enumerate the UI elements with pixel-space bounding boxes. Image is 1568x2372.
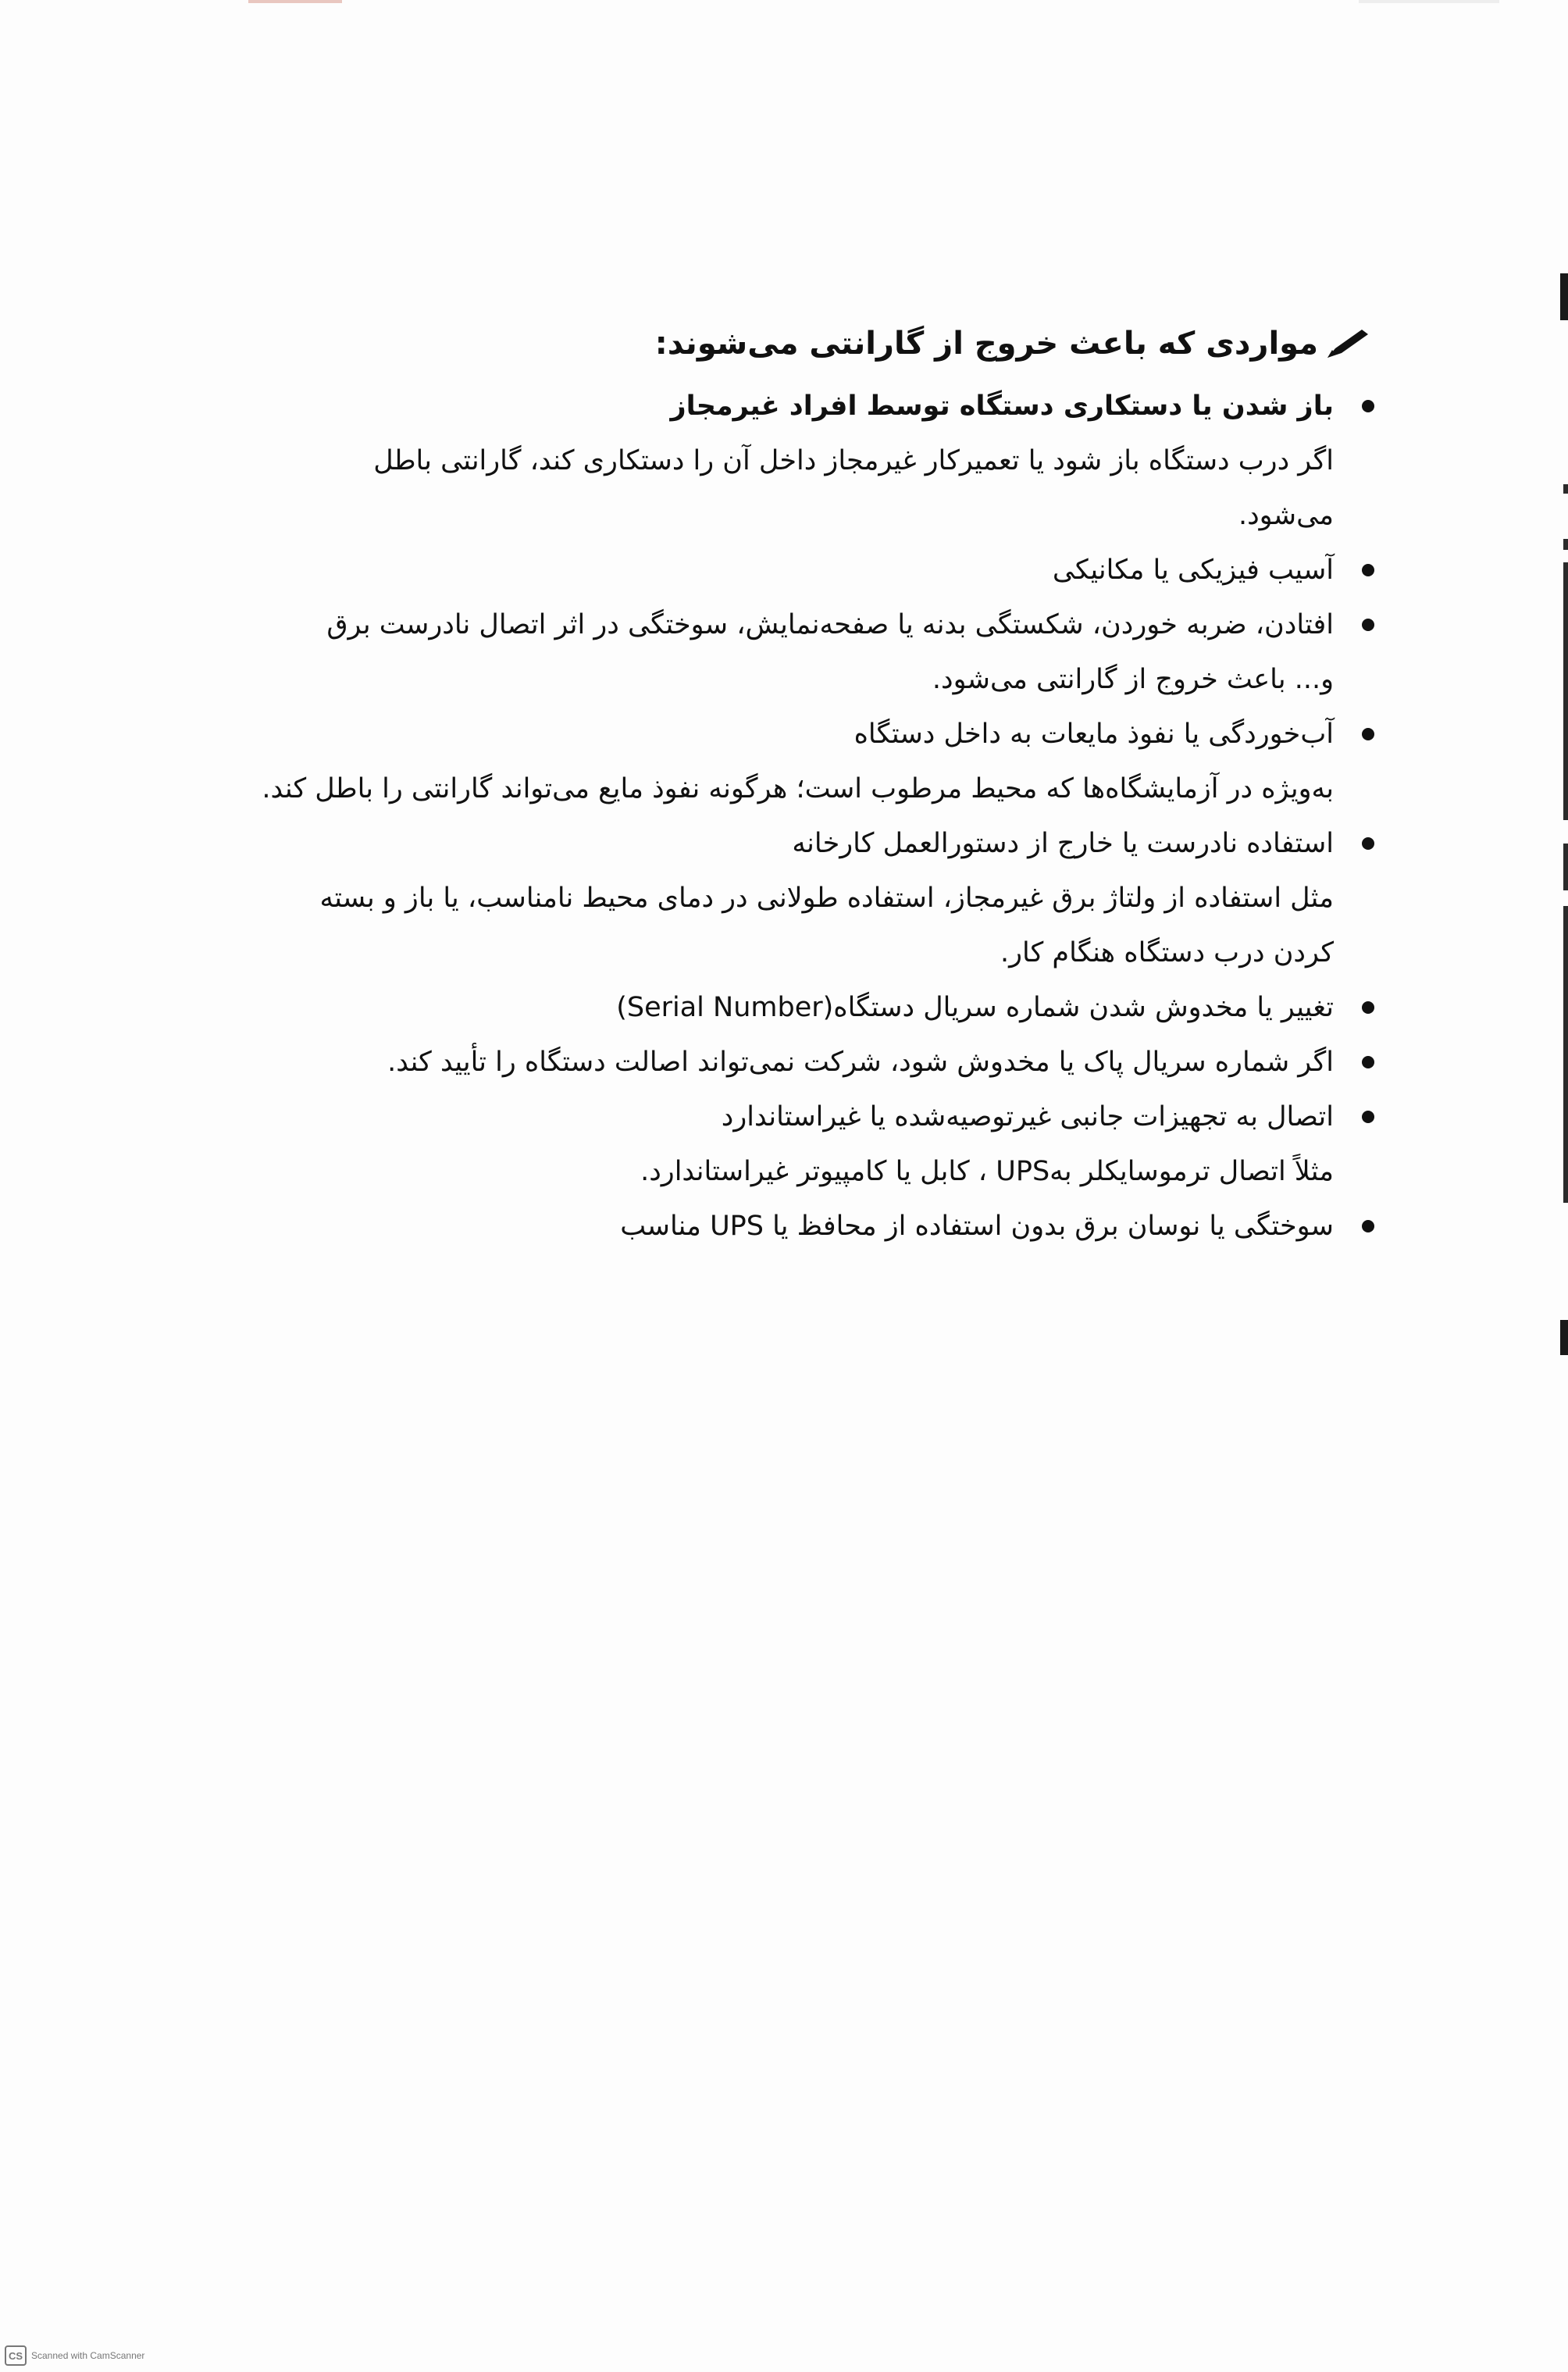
item-line: کردن درب دستگاه هنگام کار. <box>1000 937 1334 968</box>
list-item <box>108 816 1334 980</box>
scan-edge <box>1560 1320 1568 1355</box>
scan-edge <box>1560 273 1568 320</box>
item-line: آب‌خوردگی یا نفوذ مایعات به داخل دستگاه <box>853 719 1334 750</box>
bullet-icon <box>1362 619 1374 631</box>
item-line: استفاده نادرست یا خارج از دستورالعمل کارخانه <box>792 828 1334 859</box>
bullet-icon <box>1362 1111 1374 1123</box>
item-line: سوختگی یا نوسان برق بدون استفاده از محافظ یا UPS مناسب <box>620 1211 1334 1242</box>
item-line: اگر درب دستگاه باز شود یا تعمیرکار غیرمجاز داخل آن را دستکاری کند، گارانتی باطل <box>373 445 1334 476</box>
item-line: تغییر یا مخدوش شدن شماره سریال دستگاه(Serial Number) <box>616 992 1334 1023</box>
list-item <box>108 543 1334 597</box>
bullet-icon <box>1362 1056 1374 1068</box>
item-line: اتصال به تجهیزات جانبی غیرتوصیه‌شده یا غیراستاندارد <box>721 1101 1334 1132</box>
bullet-icon <box>1362 400 1374 412</box>
list-item <box>108 597 1334 707</box>
heading-text: مواردی که باعث خروج از گارانتی می‌شوند: <box>654 326 1318 362</box>
bullet-icon <box>1362 728 1374 740</box>
scan-edge <box>1563 539 1568 550</box>
scan-mark <box>1359 0 1499 3</box>
warranty-items-list <box>108 379 1334 1254</box>
pen-icon <box>1324 326 1371 361</box>
camscanner-footer <box>5 2345 144 2366</box>
list-item <box>108 1090 1334 1199</box>
item-line: مثل استفاده از ولتاژ برق غیرمجاز، استفاده طولانی در دمای محیط نامناسب، یا باز و بسته <box>319 883 1334 914</box>
item-line: باز شدن یا دستکاری دستگاه توسط افراد غیرمجاز <box>670 391 1334 422</box>
item-line: افتادن، ضربه خوردن، شکستگی بدنه یا صفحه‌نمایش، سوختگی در اثر اتصال نادرست برق <box>326 609 1334 640</box>
item-line: به‌ویژه در آزمایشگاه‌ها که محیط مرطوب است؛ هرگونه نفوذ مایع می‌تواند گارانتی را باطل کند. <box>262 773 1334 804</box>
bullet-icon <box>1362 1001 1374 1014</box>
bullet-icon <box>1362 837 1374 850</box>
item-line: می‌شود. <box>1238 500 1334 531</box>
camscanner-caption: Scanned with CamScanner <box>31 2350 145 2361</box>
scan-edge <box>1563 844 1568 890</box>
scan-edge <box>1563 484 1568 494</box>
bullet-icon <box>1362 1220 1374 1232</box>
list-item <box>108 1199 1334 1254</box>
scan-mark <box>248 0 342 3</box>
item-line: اگر شماره سریال پاک یا مخدوش شود، شرکت نمی‌تواند اصالت دستگاه را تأیید کند. <box>387 1047 1334 1078</box>
list-item <box>108 379 1334 543</box>
scan-edge <box>1563 906 1568 1203</box>
scan-edge <box>1563 562 1568 820</box>
list-item <box>108 1035 1334 1090</box>
list-item <box>108 980 1334 1035</box>
item-line: آسیب فیزیکی یا مکانیکی <box>1052 555 1334 586</box>
bullet-icon <box>1362 564 1374 576</box>
section-heading <box>108 309 1371 379</box>
item-line: مثلاً اتصال ترموسایکلر بهUPS ، کابل یا کامپیوتر غیراستاندارد. <box>640 1156 1334 1187</box>
item-line: و... باعث خروج از گارانتی می‌شود. <box>932 664 1334 695</box>
warranty-section <box>108 309 1334 1254</box>
list-item <box>108 707 1334 816</box>
camscanner-logo: CS <box>5 2345 27 2366</box>
